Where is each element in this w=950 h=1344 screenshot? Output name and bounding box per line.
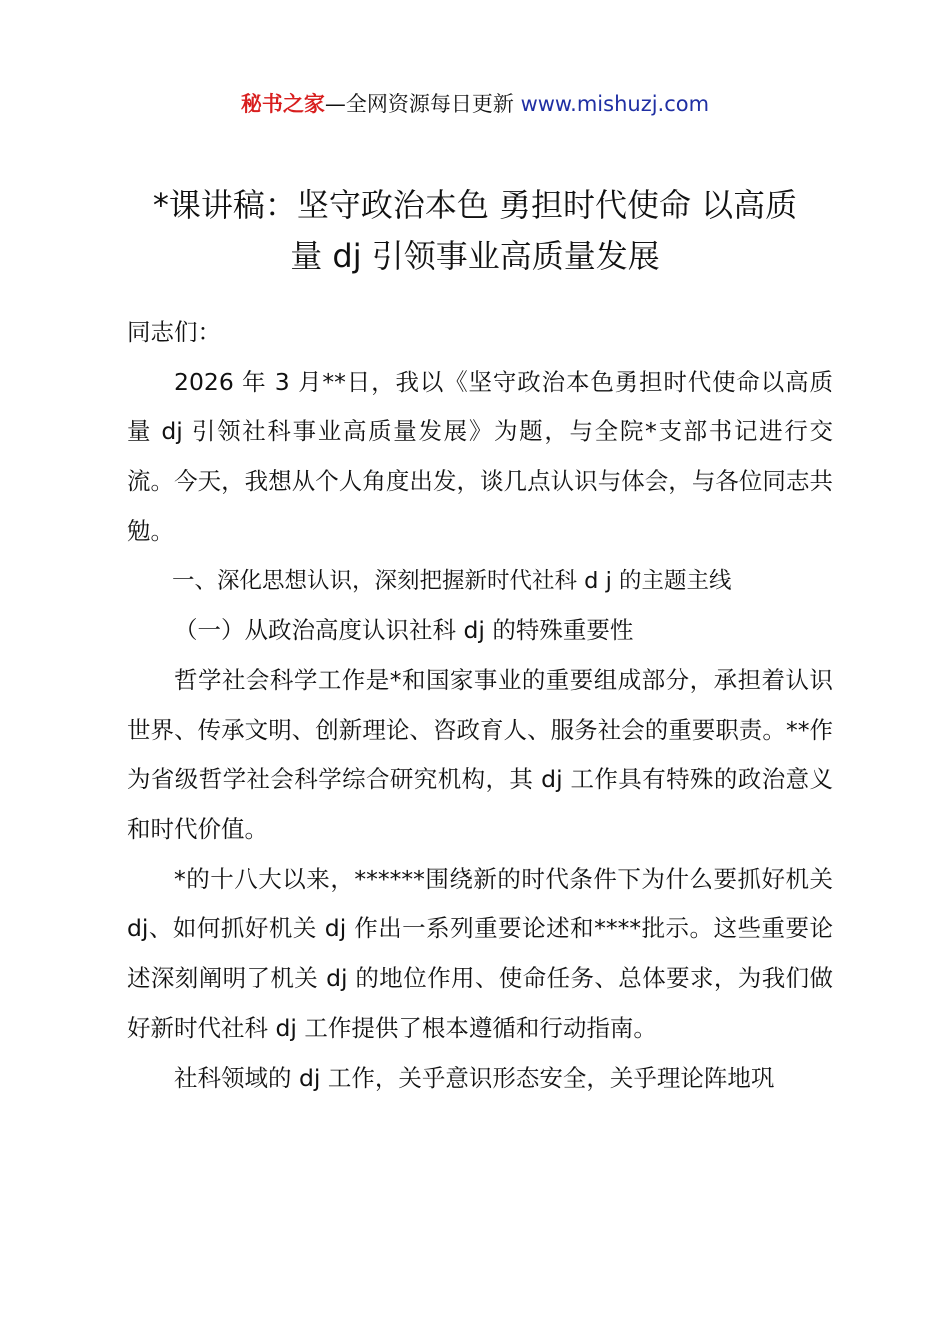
site-slogan: —全网资源每日更新 (324, 92, 521, 116)
document-body (127, 308, 833, 1103)
intro-paragraph: 2026 年 3 月**日，我以《坚守政治本色勇担时代使命以高质量 dj 引领社科事业高质量发展》为题，与全院*支部书记进行交流。今天，我想从个人角度出发，谈几点认识与体会，与各位同志共勉。 (127, 367, 833, 545)
site-header (0, 88, 950, 120)
subsection-heading-1: （一）从政治高度认识社科 dj 的特殊重要性 (174, 616, 634, 645)
title-line-1: *课讲稿：坚守政治本色 勇担时代使命 以高质 (152, 186, 798, 224)
document-title (118, 180, 832, 282)
site-url-link[interactable]: www.mishuzj.com (520, 92, 710, 116)
salutation: 同志们： (127, 318, 221, 346)
title-line-2: 量 dj 引领事业高质量发展 (290, 237, 660, 275)
body-paragraph-3: 社科领域的 dj 工作，关乎意识形态安全，关乎理论阵地巩 (174, 1063, 775, 1092)
body-paragraph-1: 哲学社会科学工作是*和国家事业的重要组成部分，承担着认识世界、传承文明、创新理论、咨政育人、服务社会的重要职责。**作为省级哲学社会科学综合研究机构，其 dj 工作具有特殊的政治意义和时代价值。 (127, 665, 833, 844)
body-paragraph-2: *的十八大以来，******围绕新的时代条件下为什么要抓好机关 dj、如何抓好机关 dj 作出一系列重要论述和****批示。这些重要论述深刻阐明了机关 dj 的地位作用、使命任务、总体要求，为我们做好新时代社科 dj 工作提供了根本遵循和行动指南。 (127, 864, 833, 1042)
site-brand: 秘书之家 (240, 92, 325, 116)
section-heading-1: 一、深化思想认识，深刻把握新时代社科 d j 的主题主线 (172, 567, 732, 594)
